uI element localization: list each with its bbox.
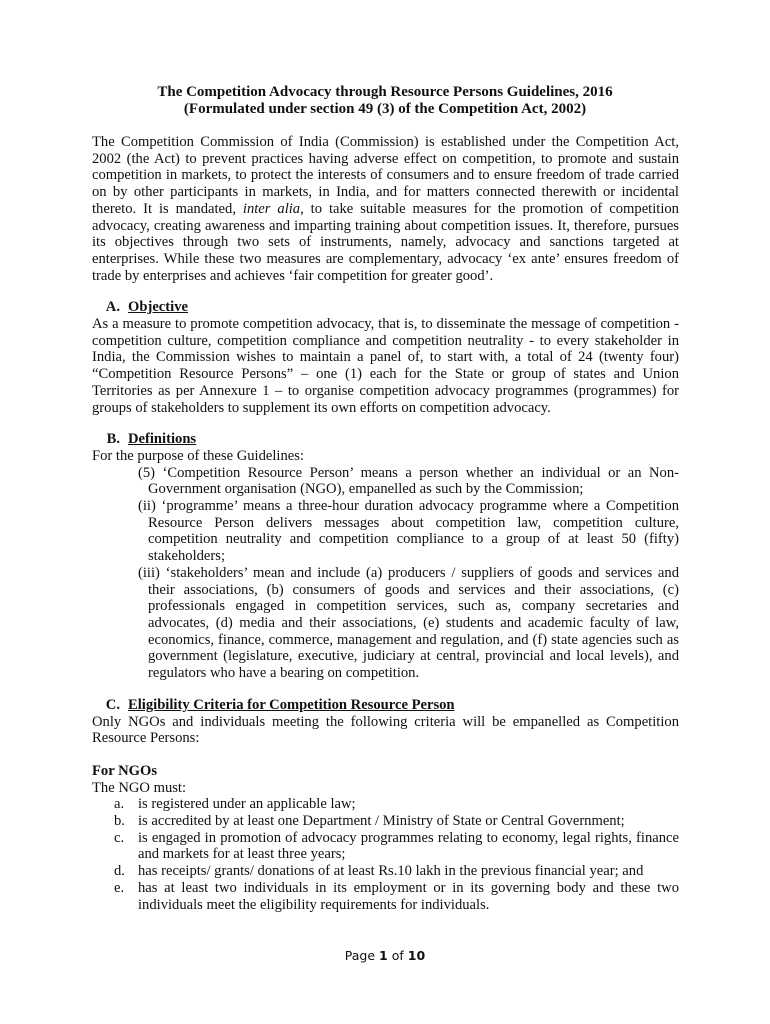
footer-total-pages: 10 — [407, 948, 426, 963]
document-title — [0, 84, 770, 118]
list-item — [92, 796, 679, 813]
list-item-text: has receipts/ grants/ donations of at least Rs.10 lakh in the previous financial year; and — [138, 863, 644, 880]
section-b-letter: B. — [106, 431, 120, 448]
list-item — [92, 863, 679, 880]
section-c-letter: C. — [105, 696, 120, 713]
section-b-heading — [92, 431, 679, 448]
section-b-title: Definitions — [128, 431, 197, 448]
document-body — [92, 134, 679, 913]
section-b-intro: For the purpose of these Guidelines: — [92, 447, 304, 464]
list-item-text: is accredited by at least one Department / Ministry of State or Central Government; — [138, 813, 625, 830]
list-marker: e. — [114, 879, 125, 896]
title-line-1: The Competition Advocacy through Resource Persons Guidelines, 2016 — [157, 84, 613, 100]
list-item-text: is engaged in promotion of advocacy programmes relating to economy, legal rights, finance and markets for at least three years; — [138, 829, 679, 863]
ngo-criteria-list — [92, 796, 679, 913]
list-item — [92, 830, 679, 863]
intro-paragraph — [92, 134, 679, 284]
section-a-title: Objective — [128, 299, 188, 316]
intro-text-end: , to take suitable measures for the promotion of competition advocacy, creating awareness and imparting training about competition issues. It, therefore, pursues its objectives through two sets of instruments, namely, advocacy and sanctions targeted at enterprises. While these two measures are complementary, advocacy ‘ex ante’ ensures freedom of trade by enterprises and achieves ‘fair competition for greater good’. — [92, 200, 679, 284]
list-item-text: has at least two individuals in its employment or in its governing body and these two individuals meet the eligibility requirements for individuals. — [138, 879, 679, 913]
list-item — [92, 880, 679, 913]
intro-text-start: The Competition Commission of India (Commission) is established under the Competition Act, 2002 (the Act) to prevent practices having adverse effect on competition, to promote and sustain competition in markets, to protect the interests of consumers and to ensure freedom of trade carried on by other participants in markets, in India, and for matters connected therewith or incidental thereto. It is mandated, — [92, 134, 679, 217]
footer-of-word: of — [391, 948, 404, 963]
list-item — [92, 813, 679, 830]
definition-item: (iii) ‘stakeholders’ mean and include (a) producers / suppliers of goods and services and their associations, (b) consumers of goods and services and their associations, (c) professionals engaged in competition services, such as, company secretaries and advocates, (d) media and their associations, (e) students and academic faculty of law, economics, finance, commerce, management and regulation, and (f) state agencies such as government (legislature, executive, judiciary at central, provincial and local levels), and regulators who have a bearing on competition. — [138, 564, 679, 682]
definitions-list — [138, 465, 679, 682]
section-c-title: Eligibility Criteria for Competition Resource Person — [128, 696, 455, 713]
section-c-heading — [92, 697, 679, 714]
page-footer — [0, 948, 770, 965]
list-marker: a. — [114, 796, 125, 813]
footer-current-page: 1 — [379, 948, 388, 963]
footer-page-word: Page — [344, 948, 376, 963]
ngo-heading: For NGOs — [92, 762, 157, 779]
title-line-2: (Formulated under section 49 (3) of the Competition Act, 2002) — [183, 101, 587, 117]
list-marker: d. — [114, 863, 125, 880]
list-marker: b. — [114, 813, 125, 830]
section-c-text: Only NGOs and individuals meeting the following criteria will be empanelled as Competition Resource Persons: — [92, 713, 679, 747]
definition-item: (5) ‘Competition Resource Person’ means a person whether an individual or an Non-Government organisation (NGO), empanelled as such by the Commission; — [138, 464, 679, 498]
definition-item: (ii) ‘programme’ means a three-hour duration advocacy programme where a Competition Resource Person delivers messages about competition law, competition culture, competition neutrality and competition compliance to a group of at least 50 (fifty) stakeholders; — [138, 498, 679, 565]
section-a-letter: A. — [105, 299, 120, 316]
list-item-text: is registered under an applicable law; — [138, 796, 356, 813]
list-marker: c. — [114, 829, 125, 846]
intro-italic-phrase: inter alia — [242, 200, 301, 217]
section-a-text: As a measure to promote competition advocacy, that is, to disseminate the message of competition - competition culture, competition compliance and competition neutrality - to every stakeholder in India, the Commission wishes to maintain a panel of, to start with, a total of 24 (twenty four) “Competition Resource Persons” – one (1) each for the State or group of states and Union Territories as per Annexure 1 – to organise competition advocacy programmes (programmes) for groups of stakeholders to supplement its own efforts on competition advocacy. — [92, 316, 679, 416]
section-a-heading — [92, 299, 679, 316]
ngo-intro: The NGO must: — [92, 779, 187, 796]
